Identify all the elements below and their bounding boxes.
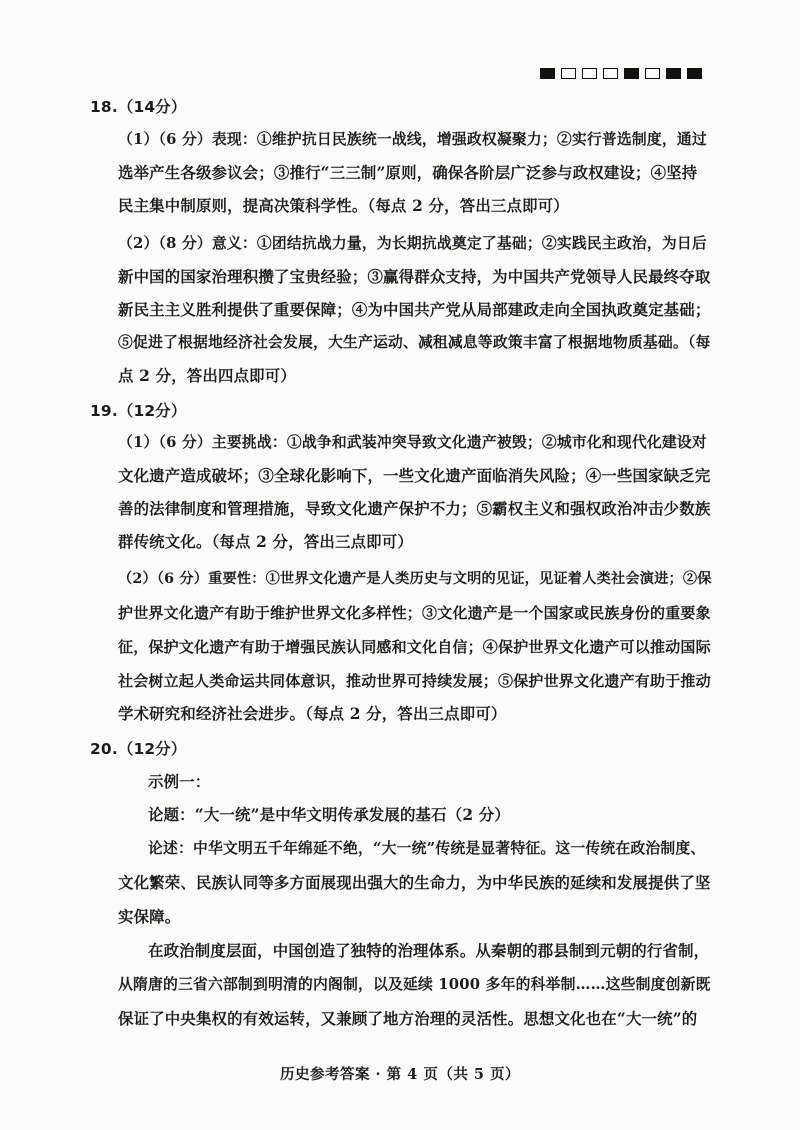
page-footer: 历史参考答案 · 第 4 页（共 5 页） (279, 1066, 520, 1083)
header-mark-4 (603, 68, 618, 79)
q20-paragraph2-line3: 保证了中央集权的有效运转，又兼顾了地方治理的灵活性。思想文化也在“大一统”的 (118, 1010, 698, 1028)
q18-part2-line3: 新民主主义胜利提供了重要保障；④为中国共产党从局部建政走向全国执政奠定基础； (118, 301, 711, 319)
q18-part2-line2: 新中国的国家治理积攒了宝贵经验；③赢得群众支持，为中国共产党领导人民最终夺取 (118, 268, 711, 286)
q18-part2-line5: 点 2 分，答出四点即可） (118, 367, 296, 385)
q18-part1-line3: 民主集中制原则，提高决策科学性。（每点 2 分，答出三点即可） (118, 197, 569, 215)
q20-argument-line1: 论述：中华文明五千年绵延不绝，“大一统”传统是显著特征。这一传统在政治制度、 (148, 840, 706, 857)
q19-part2-line2: 护世界文化遗产有助于维护世界文化多样性；③文化遗产是一个国家或民族身份的重要象 (118, 604, 711, 622)
q18-part1-line2: 选举产生各级参议会；③推行“三三制”原则，确保各阶层广泛参与政权建设；④坚持 (118, 164, 698, 182)
q19-part1-line2: 文化遗产造成破坏；③全球化影响下，一些文化遗产面临消失风险；④一些国家缺乏完 (118, 467, 711, 485)
q18-part2-line1: （2）（8 分）意义：①团结抗战力量，为长期抗战奠定了基础；②实践民主政治，为日后 (118, 235, 707, 252)
header-mark-1 (540, 68, 555, 79)
header-mark-5 (624, 68, 639, 79)
header-mark-6 (645, 68, 660, 79)
header-mark-7 (666, 68, 681, 79)
header-marks (540, 68, 702, 79)
q20-paragraph2-line1: 在政治制度层面，中国创造了独特的治理体系。从秦朝的郡县制到元朝的行省制， (148, 942, 710, 960)
q20-heading: 20.（12分） (90, 740, 187, 758)
q19-part2-line4: 社会树立起人类命运共同体意识，推动世界可持续发展；⑤保护世界文化遗产有助于推动 (118, 672, 711, 690)
q18-part2-line4: ⑤促进了根据地经济社会发展，大生产运动、减租减息等政策丰富了根据地物质基础。（每 (118, 334, 711, 351)
header-mark-3 (582, 68, 597, 79)
q20-example-label: 示例一： (148, 773, 211, 791)
q20-argument-line2: 文化繁荣、民族认同等多方面展现出强大的生命力，为中华民族的延续和发展提供了坚 (118, 874, 711, 892)
q19-part1-line4: 群传统文化。（每点 2 分，答出三点即可） (118, 533, 413, 551)
q19-part2-line3: 征，保护文化遗产有助于增强民族认同感和文化自信；④保护世界文化遗产可以推动国际 (118, 638, 711, 656)
q19-heading: 19.（12分） (90, 402, 187, 420)
q20-thesis: 论题：“大一统”是中华文明传承发展的基石（2 分） (148, 806, 510, 824)
q18-heading: 18.（14分） (90, 98, 187, 116)
q19-part2-line5: 学术研究和经济社会进步。（每点 2 分，答出三点即可） (118, 705, 507, 723)
q20-paragraph2-line2: 从隋唐的三省六部制到明清的内阁制，以及延续 1000 多年的科举制……这些制度创新既 (118, 976, 711, 993)
header-mark-2 (561, 68, 576, 79)
header-mark-8 (687, 68, 702, 79)
q19-part2-line1: （2）（6 分）重要性：①世界文化遗产是人类历史与文明的见证，见证着人类社会演进；②保 (118, 571, 712, 587)
q20-argument-line3: 实保障。 (118, 908, 181, 926)
q19-part1-line3: 善的法律制度和管理措施，导致文化遗产保护不力；⑤霸权主义和强权政治冲击少数族 (118, 500, 711, 518)
q19-part1-line1: （1）（6 分）主要挑战：①战争和武装冲突导致文化遗产被毁；②城市化和现代化建设对 (118, 434, 707, 451)
q18-part1-line1: （1）（6 分）表现：①维护抗日民族统一战线，增强政权凝聚力；②实行普选制度，通过 (118, 131, 707, 148)
